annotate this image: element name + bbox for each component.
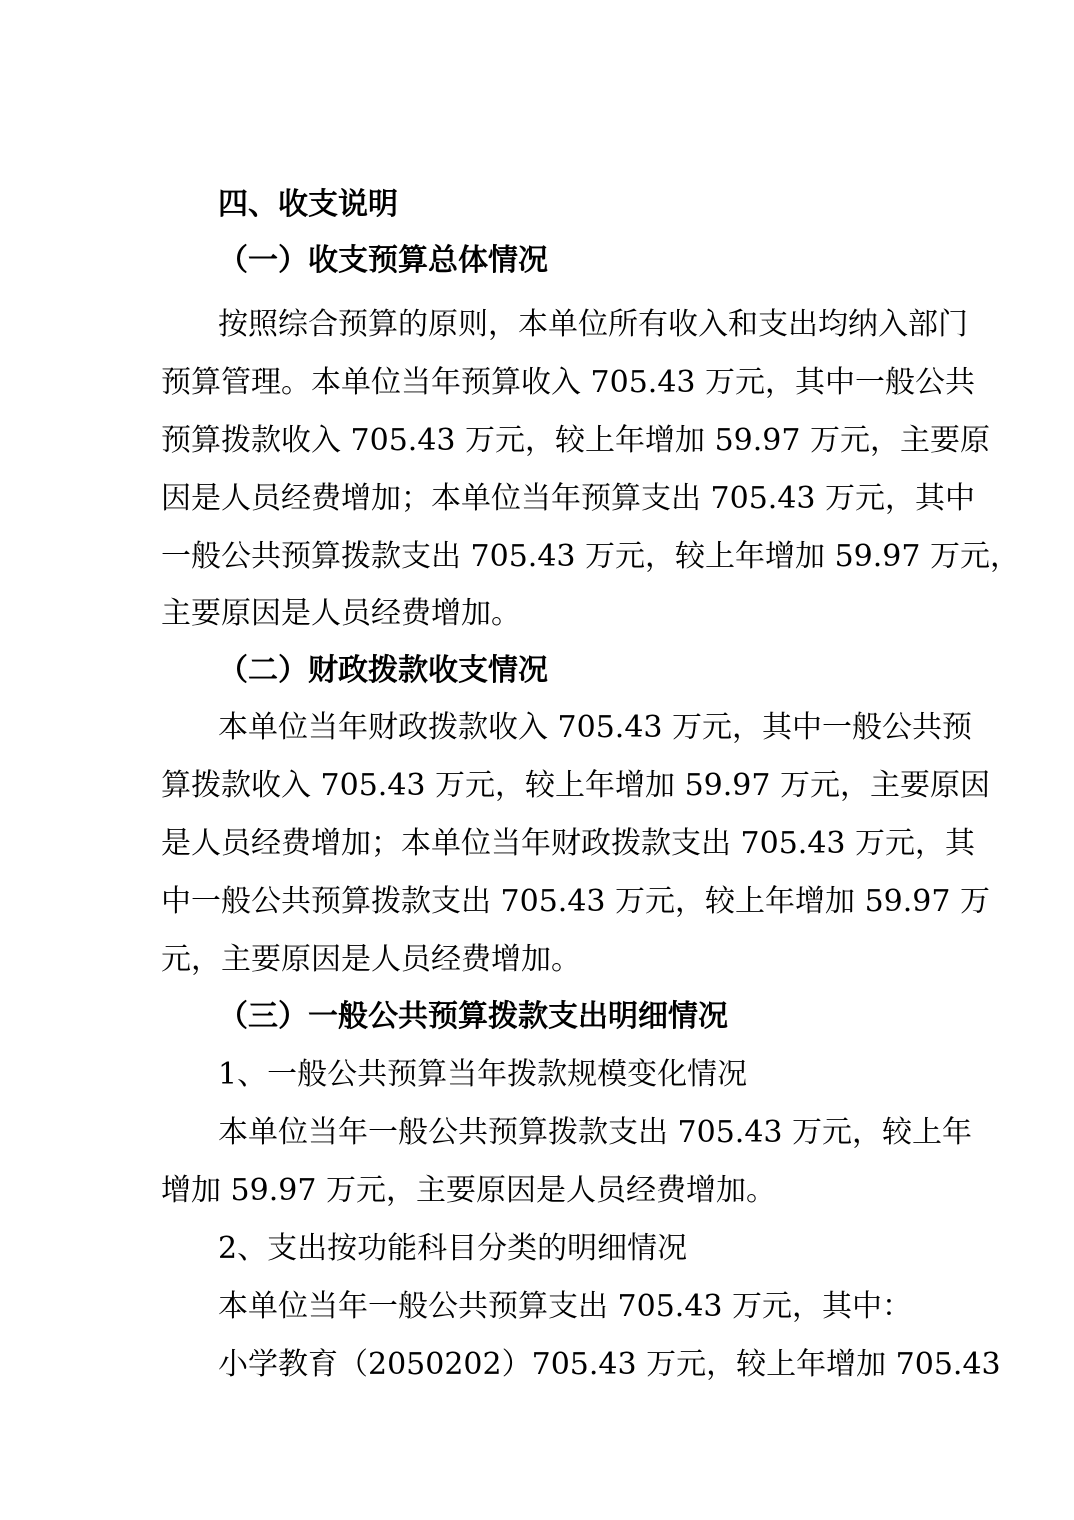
part1-heading: （一）收支预算总体情况 bbox=[218, 243, 548, 278]
part3-sub2-line: 本单位当年一般公共预算支出 705.43 万元，其中： bbox=[218, 1289, 913, 1324]
part1-line: 主要原因是人员经费增加。 bbox=[161, 596, 521, 631]
part3-sub1-heading: 1、一般公共预算当年拨款规模变化情况 bbox=[218, 1057, 748, 1092]
part3-sub2-line: 小学教育（2050202）705.43 万元，较上年增加 705.43 bbox=[218, 1347, 1001, 1382]
part3-sub2-heading: 2、支出按功能科目分类的明细情况 bbox=[218, 1231, 688, 1266]
part1-line: 一般公共预算拨款支出 705.43 万元，较上年增加 59.97 万元， bbox=[161, 539, 1020, 574]
part2-line: 是人员经费增加；本单位当年财政拨款支出 705.43 万元，其 bbox=[161, 826, 976, 861]
part2-line: 本单位当年财政拨款收入 705.43 万元，其中一般公共预 bbox=[218, 710, 973, 745]
part3-heading: （三）一般公共预算拨款支出明细情况 bbox=[218, 999, 728, 1034]
part2-line: 元，主要原因是人员经费增加。 bbox=[161, 942, 581, 977]
part2-heading: （二）财政拨款收支情况 bbox=[218, 653, 548, 688]
part3-sub1-line: 增加 59.97 万元，主要原因是人员经费增加。 bbox=[161, 1173, 776, 1208]
part2-line: 算拨款收入 705.43 万元，较上年增加 59.97 万元，主要原因 bbox=[161, 768, 990, 803]
part3-sub1-line: 本单位当年一般公共预算拨款支出 705.43 万元，较上年 bbox=[218, 1115, 973, 1150]
part1-line: 因是人员经费增加；本单位当年预算支出 705.43 万元，其中 bbox=[161, 481, 976, 516]
part1-line: 预算拨款收入 705.43 万元，较上年增加 59.97 万元，主要原 bbox=[161, 423, 990, 458]
part1-line: 预算管理。本单位当年预算收入 705.43 万元，其中一般公共 bbox=[161, 365, 976, 400]
part2-line: 中一般公共预算拨款支出 705.43 万元，较上年增加 59.97 万 bbox=[161, 884, 990, 919]
part1-line: 按照综合预算的原则，本单位所有收入和支出均纳入部门 bbox=[218, 307, 968, 342]
section-heading: 四、收支说明 bbox=[218, 187, 398, 222]
